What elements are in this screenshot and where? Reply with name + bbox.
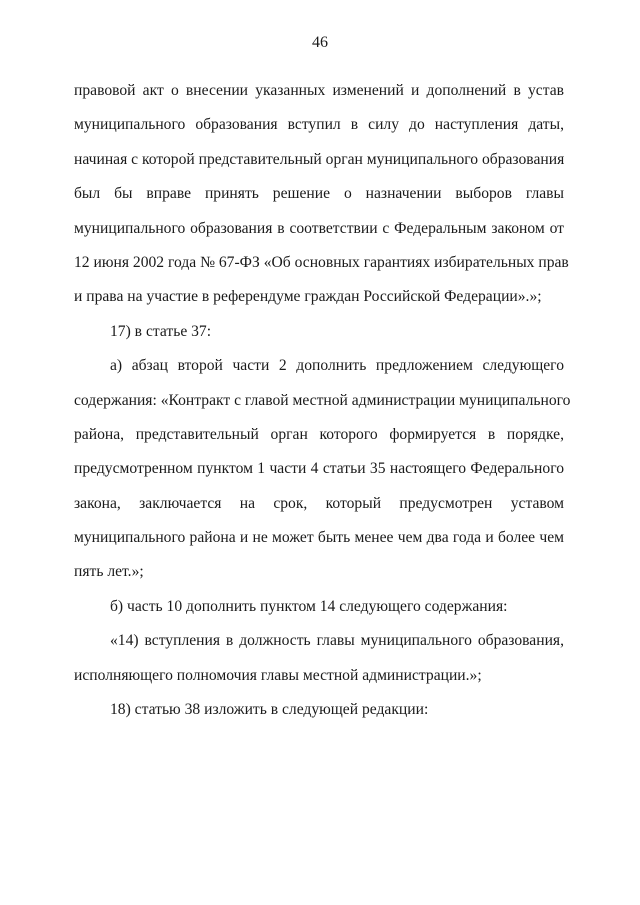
text-line: б) часть 10 дополнить пунктом 14 следующего содержания: [110, 597, 508, 615]
document-body [74, 74, 571, 727]
text-line: предусмотренном пунктом 1 части 4 статьи 35 настоящего Федерального [74, 460, 564, 478]
text-line: 12 июня 2002 года № 67-ФЗ «Об основных гарантиях избирательных прав [74, 253, 569, 271]
text-line: правовой акт о внесении указанных изменений и дополнений в устав [74, 82, 564, 99]
text-line: пять лет.»; [74, 563, 144, 581]
item-heading: 17) в статье 37: [110, 322, 212, 340]
text-line: и права на участие в референдуме граждан Российской Федерации».»; [74, 288, 542, 306]
text-line: «14) вступления в должность главы муниципального образования, [110, 632, 564, 650]
text-line: а) абзац второй части 2 дополнить предложением следующего [110, 357, 564, 375]
text-line: исполняющего полномочия главы местной администрации.»; [74, 666, 482, 684]
page-number: 46 [312, 34, 328, 51]
text-line: содержания: «Контракт с главой местной администрации муниципального [74, 391, 571, 409]
text-line: закона, заключается на срок, который предусмотрен уставом [74, 494, 564, 512]
text-line: муниципального района и не может быть менее чем два года и более чем [74, 529, 564, 547]
text-line: района, представительный орган которого формируется в порядке, [74, 425, 564, 443]
item-heading: 18) статью 38 изложить в следующей редакции: [110, 701, 429, 719]
text-line: был бы вправе принять решение о назначении выборов главы [74, 185, 564, 203]
text-line: начиная с которой представительный орган муниципального образования [74, 150, 565, 168]
text-line: муниципального образования в соответствии с Федеральным законом от [74, 219, 564, 237]
text-line: муниципального образования вступил в силу до наступления даты, [74, 116, 564, 134]
